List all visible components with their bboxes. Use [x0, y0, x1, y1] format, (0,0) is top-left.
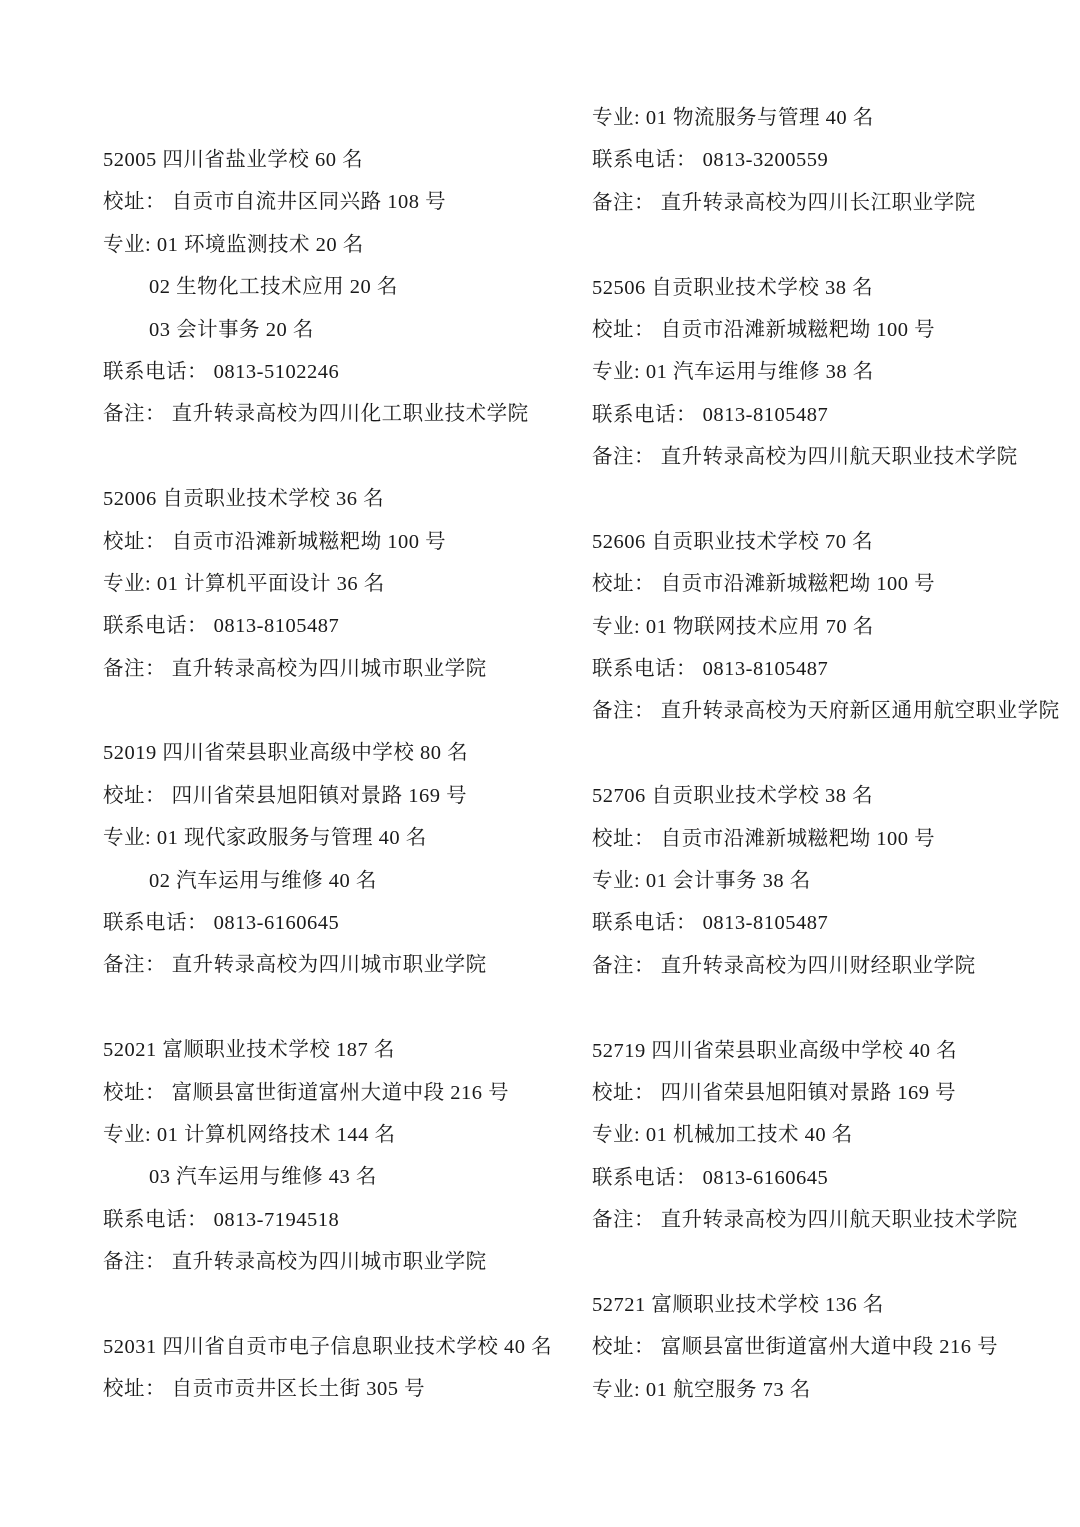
note-line: 备注： 直升转录高校为四川财经职业学院 — [592, 954, 976, 977]
school-entry-52005 — [103, 139, 588, 436]
major-line: 专业: 01 物联网技术应用 70 名 — [592, 615, 874, 638]
major-line: 专业: 01 汽车运用与维修 38 名 — [592, 361, 874, 384]
address-line: 校址： 自贡市沿滩新城糍粑坳 100 号 — [103, 530, 447, 553]
school-title-line: 52021 富顺职业技术学校 187 名 — [103, 1039, 395, 1062]
major-line: 专业: 01 计算机网络技术 144 名 — [103, 1123, 396, 1146]
note-line: 备注： 直升转录高校为四川化工职业技术学院 — [103, 403, 529, 426]
school-title-line: 52721 富顺职业技术学校 136 名 — [592, 1293, 884, 1316]
school-entry-52031 — [103, 1326, 588, 1411]
school-entry-52006 — [103, 478, 588, 690]
major-line: 专业: 01 现代家政服务与管理 40 名 — [103, 827, 427, 850]
major-line: 专业: 01 环境监测技术 20 名 — [103, 233, 364, 256]
note-line: 备注： 直升转录高校为四川航天职业技术学院 — [592, 446, 1018, 469]
major-line: 专业: 01 计算机平面设计 36 名 — [103, 572, 385, 595]
right-column — [592, 97, 1067, 1411]
major-line: 专业: 01 机械加工技术 40 名 — [592, 1124, 853, 1147]
school-title-line: 52006 自贡职业技术学校 36 名 — [103, 488, 385, 511]
school-entry-52021 — [103, 1029, 588, 1283]
major-extra-line: 02 汽车运用与维修 40 名 — [149, 869, 377, 892]
school-title-line: 52719 四川省荣县职业高级中学校 40 名 — [592, 1039, 958, 1062]
phone-line: 联系电话： 0813-6160645 — [103, 912, 340, 935]
major-line: 专业: 01 物流服务与管理 40 名 — [592, 107, 874, 129]
address-line: 校址： 富顺县富世街道富州大道中段 216 号 — [103, 1081, 510, 1104]
address-line: 校址： 自贡市贡井区长土街 305 号 — [103, 1378, 426, 1401]
note-line: 备注： 直升转录高校为四川航天职业技术学院 — [592, 1209, 1018, 1232]
school-title-line: 52506 自贡职业技术学校 38 名 — [592, 276, 874, 299]
phone-line: 联系电话： 0813-8105487 — [592, 912, 829, 935]
note-line: 备注： 直升转录高校为四川城市职业学院 — [103, 954, 487, 977]
phone-line: 联系电话： 0813-3200559 — [592, 149, 829, 172]
phone-line: 联系电话： 0813-5102246 — [103, 360, 340, 383]
note-line: 备注： 直升转录高校为四川城市职业学院 — [103, 657, 487, 680]
phone-line: 联系电话： 0813-8105487 — [592, 403, 829, 426]
major-extra-line: 03 汽车运用与维修 43 名 — [149, 1166, 377, 1189]
school-entry-52719 — [592, 1030, 1067, 1242]
note-line: 备注： 直升转录高校为天府新区通用航空职业学院 — [592, 700, 1060, 723]
major-extra-line: 02 生物化工技术应用 20 名 — [149, 276, 398, 299]
note-line: 备注： 直升转录高校为四川长江职业学院 — [592, 191, 976, 214]
school-title-line: 52019 四川省荣县职业高级中学校 80 名 — [103, 742, 469, 765]
school-entry-52506 — [592, 267, 1067, 479]
phone-line: 联系电话： 0813-8105487 — [592, 658, 829, 681]
school-entry-52721 — [592, 1284, 1067, 1411]
school-entry-continued — [592, 97, 1067, 224]
phone-line: 联系电话： 0813-6160645 — [592, 1166, 829, 1189]
major-line: 专业: 01 会计事务 38 名 — [592, 870, 811, 893]
address-line: 校址： 自贡市沿滩新城糍粑坳 100 号 — [592, 318, 936, 341]
school-entry-52706 — [592, 775, 1067, 987]
address-line: 校址： 四川省荣县旭阳镇对景路 169 号 — [103, 784, 468, 807]
major-extra-line: 03 会计事务 20 名 — [149, 318, 314, 341]
phone-line: 联系电话： 0813-8105487 — [103, 615, 340, 638]
address-line: 校址： 自贡市沿滩新城糍粑坳 100 号 — [592, 827, 936, 850]
left-column — [103, 139, 588, 1411]
address-line: 校址： 自贡市沿滩新城糍粑坳 100 号 — [592, 573, 936, 596]
address-line: 校址： 自贡市自流井区同兴路 108 号 — [103, 191, 447, 214]
school-entry-52606 — [592, 521, 1067, 733]
address-line: 校址： 富顺县富世街道富州大道中段 216 号 — [592, 1336, 999, 1359]
school-title-line: 52706 自贡职业技术学校 38 名 — [592, 785, 874, 808]
address-line: 校址： 四川省荣县旭阳镇对景路 169 号 — [592, 1081, 957, 1104]
school-title-line: 52005 四川省盐业学校 60 名 — [103, 149, 364, 171]
note-line: 备注： 直升转录高校为四川城市职业学院 — [103, 1251, 487, 1274]
school-title-line: 52606 自贡职业技术学校 70 名 — [592, 530, 874, 553]
phone-line: 联系电话： 0813-7194518 — [103, 1208, 340, 1231]
major-line: 专业: 01 航空服务 73 名 — [592, 1378, 811, 1401]
school-entry-52019 — [103, 732, 588, 986]
school-title-line: 52031 四川省自贡市电子信息职业技术学校 40 名 — [103, 1335, 553, 1358]
